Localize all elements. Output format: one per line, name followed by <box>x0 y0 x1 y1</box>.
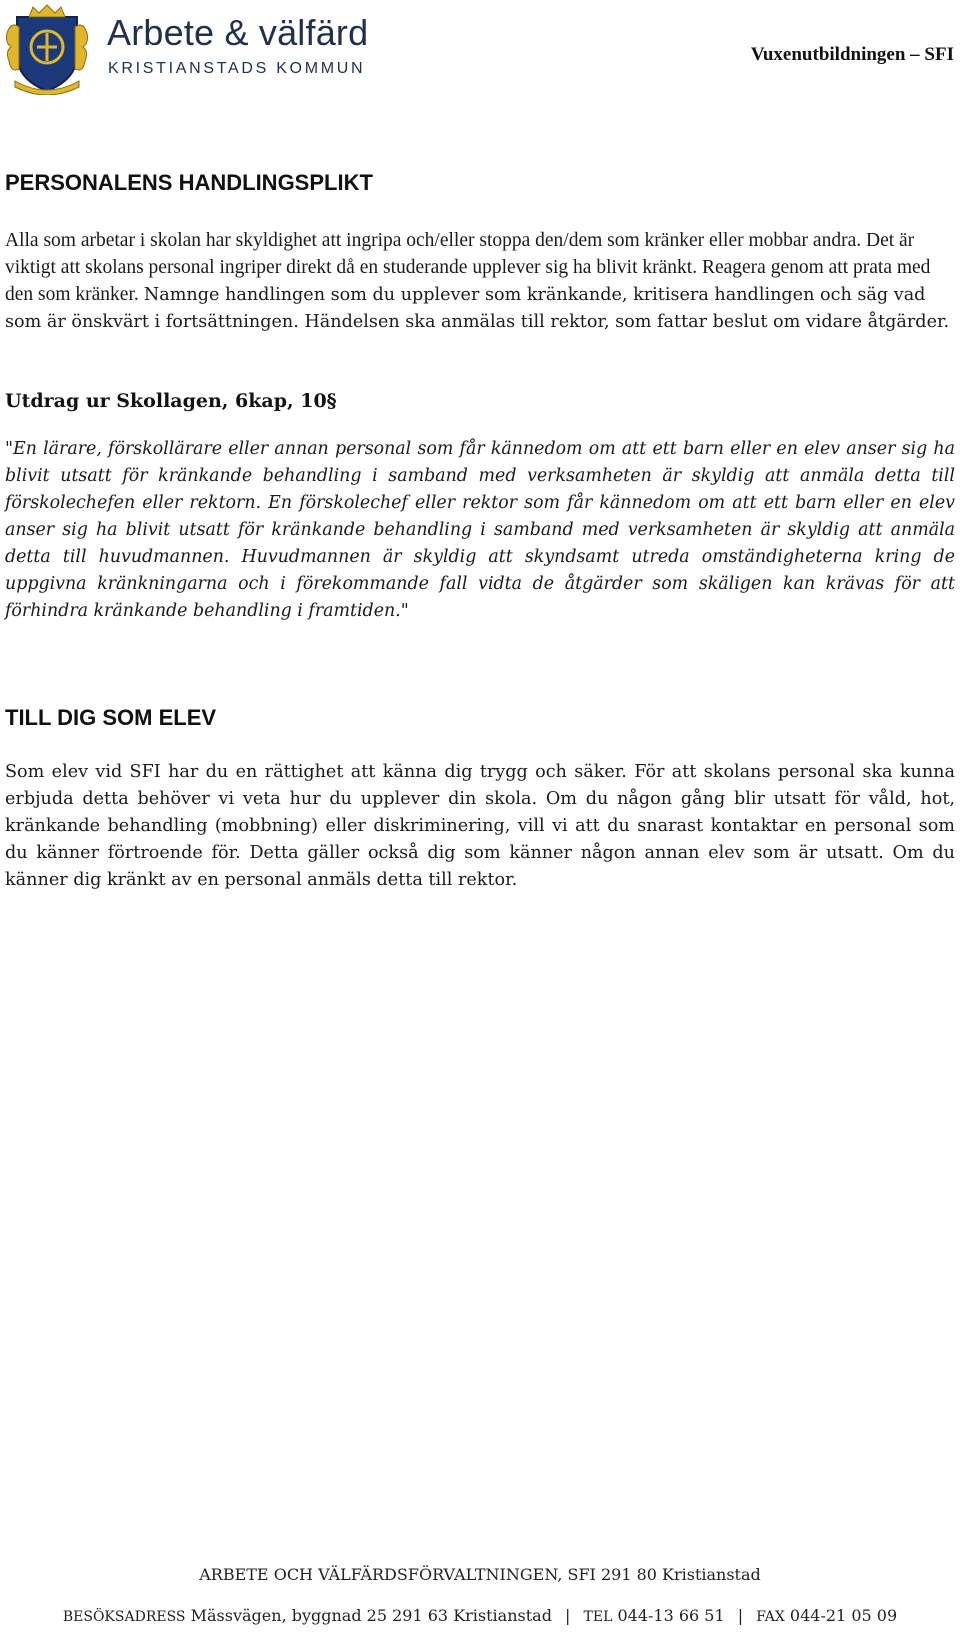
footer-separator: | <box>737 1606 744 1625</box>
tel-value: 044-13 66 51 <box>617 1606 725 1625</box>
to-student-paragraph: Som elev vid SFI har du en rättighet att känna dig trygg och säker. För att skolans personal ska kunna erbjuda detta behöver vi veta hur du upplever din skola. Om du någon gång blir utsatt för våld, hot, kränkande behandling (mobbning) eller diskriminering, vill vi att du snarast kontaktar en personal som du känner förtroende för. Detta gäller också dig som känner någon annan elev som är utsatt. Om du känner dig kränkt av en personal anmäls detta till rektor. <box>5 762 955 890</box>
footer-organization: ARBETE OCH VÄLFÄRDSFÖRVALTNINGEN, SFI 291 80 Kristianstad <box>199 1565 761 1584</box>
footer-separator: | <box>565 1606 571 1625</box>
page-header <box>0 0 960 100</box>
kristianstad-crest-icon <box>5 3 89 95</box>
staff-duty-text-a: Alla som arbetar i skolan har skyldighet att ingripa och/eller stoppa den/dem som kränker eller mobbar andra. Det är viktigt att skolans personal ingriper direkt då en studerande upplever sig ha blivit kränkt. Reagera genom att prata med den som kränker. <box>5 230 931 305</box>
fax-value: 044-21 05 09 <box>789 1606 898 1625</box>
visit-address-label: BESÖKSADRESS <box>62 1609 186 1625</box>
visit-address-value: Mässvägen, byggnad 25 291 63 Kristianstad <box>190 1606 552 1625</box>
document-body <box>5 170 955 894</box>
footer-contact <box>0 1606 960 1625</box>
fax-label: FAX <box>756 1609 785 1625</box>
staff-duty-text-b: Namnge handlingen som du upplever som kränkande, kritisera handlingen och säg vad som är önskvärt i fortsättningen. Händelsen ska anmälas till rektor, som fattar beslut om vidare åtgärder. <box>5 285 950 332</box>
department-label: Vuxenutbildningen – SFI <box>750 44 954 65</box>
logo-subtitle: KRISTIANSTADS KOMMUN <box>108 60 366 77</box>
logo-title: Arbete & välfärd <box>107 12 369 53</box>
section-heading-staff-duty: PERSONALENS HANDLINGSPLIKT <box>5 170 373 195</box>
staff-duty-paragraph <box>5 227 955 336</box>
tel-label: TEL <box>583 1609 613 1625</box>
section-heading-school-law: Utdrag ur Skollagen, 6kap, 10§ <box>5 390 337 412</box>
school-law-quote: "En lärare, förskollärare eller annan personal som får kännedom om att ett barn eller en elev anser sig ha blivit utsatt för kränkande behandling i samband med verksamheten är skyldig att anmäla detta till förskolechefen eller rektorn. En förskolechef eller rektor som får kännedom om att ett barn eller en elev anser sig ha blivit utsatt för kränkande behandling i samband med verksamheten är skyldig att anmäla detta till huvudmannen. Huvudmannen är skyldig att skyndsamt utreda omständigheterna kring de uppgivna kränkningarna och i förekommande fall vidta de åtgärder som skäligen kan krävas för att förhindra kränkande behandling i framtiden." <box>5 439 955 621</box>
section-heading-to-student: TILL DIG SOM ELEV <box>5 705 217 730</box>
